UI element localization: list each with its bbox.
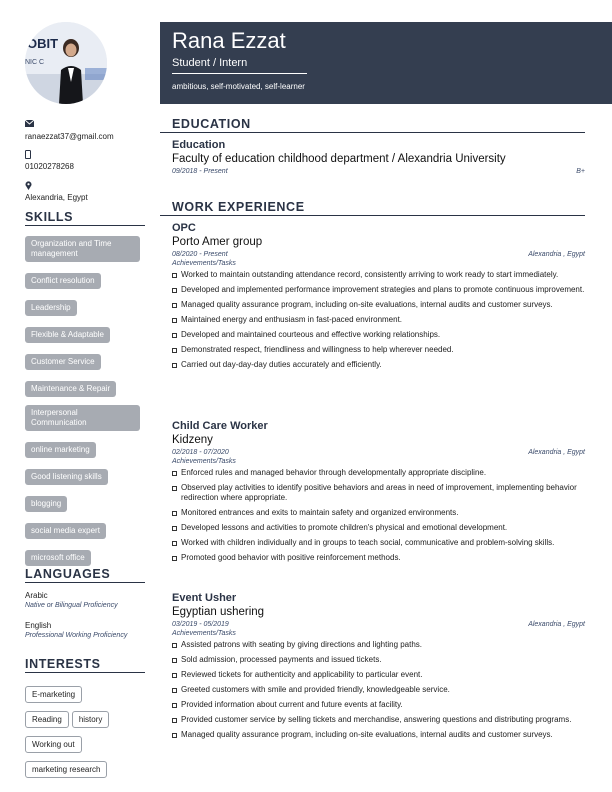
location-text: Alexandria, Egypt [25, 193, 88, 202]
job-company: Porto Amer group [172, 236, 263, 248]
interest-tag: E-marketing [25, 686, 82, 703]
task-item: Worked with children individually and in groups to teach social, communicative and problem-solving skills. [172, 538, 585, 548]
education-dates: 09/2018 - Present [172, 168, 228, 175]
task-item: Developed lessons and activities to promote children's physical and emotional development. [172, 523, 585, 533]
skills-list [25, 236, 145, 574]
job-dates: 03/2019 - 05/2019 [172, 621, 229, 628]
job-entry [172, 592, 585, 745]
task-item: Sold admission, processed payments and issued tickets. [172, 655, 585, 665]
svg-text:NIC C: NIC C [25, 59, 45, 66]
languages-heading: LANGUAGES [25, 567, 145, 583]
language-name: Arabic [25, 591, 48, 600]
job-location: Alexandria , Egypt [528, 251, 585, 258]
tasks-label: Achievements/Tasks [172, 260, 236, 267]
interest-tag: marketing research [25, 761, 107, 778]
language-level: Professional Working Proficiency [25, 632, 128, 639]
job-company: Kidzeny [172, 434, 213, 446]
contact-location [25, 181, 88, 202]
task-item: Provided information about current and future events at facility. [172, 700, 585, 710]
candidate-tagline: ambitious, self-motivated, self-learner [172, 82, 305, 91]
education-entry [172, 139, 585, 175]
skill-chip: blogging [25, 496, 67, 512]
task-item: Developed and implemented performance improvement strategies and plans to promote continuous improvement. [172, 285, 585, 295]
task-item: Carried out day-day-day duties accurately and efficiently. [172, 360, 585, 370]
skill-chip: Conflict resolution [25, 273, 101, 289]
candidate-name: Rana Ezzat [172, 28, 286, 53]
education-title: Education [172, 139, 226, 151]
interest-tag: Reading [25, 711, 69, 728]
envelope-icon [25, 120, 114, 130]
task-item: Managed quality assurance program, including on-site evaluations, internal audits and customer surveys. [172, 300, 585, 310]
header-divider [172, 73, 307, 74]
skill-chip: Organization and Time management [25, 236, 140, 262]
task-item: Greeted customers with smile and provided friendly, knowledgeable service. [172, 685, 585, 695]
task-item: Managed quality assurance program, including on-site evaluations, internal audits and customer surveys. [172, 730, 585, 740]
task-item: Provided customer service by selling tickets and merchandise, answering questions and distributing programs. [172, 715, 585, 725]
job-meta [172, 621, 585, 628]
skill-chip: Maintenance & Repair [25, 381, 116, 397]
skill-chip: Good listening skills [25, 469, 108, 485]
job-location: Alexandria , Egypt [528, 449, 585, 456]
education-grade: B+ [576, 168, 585, 175]
task-item: Developed and maintained courteous and effective working relationships. [172, 330, 585, 340]
tasks-label: Achievements/Tasks [172, 458, 236, 465]
interest-tag: Working out [25, 736, 82, 753]
candidate-role: Student / Intern [172, 57, 248, 69]
phone-text: 01020278268 [25, 162, 74, 171]
interests-list [25, 684, 150, 784]
skill-chip: Leadership [25, 300, 77, 316]
resume-header [160, 22, 612, 104]
job-company: Egyptian ushering [172, 606, 265, 618]
contact-phone[interactable] [25, 150, 74, 171]
language-name: English [25, 621, 52, 630]
skill-chip: microsoft office [25, 550, 91, 566]
job-location: Alexandria , Egypt [528, 621, 585, 628]
skill-chip: online marketing [25, 442, 96, 458]
job-title: OPC [172, 222, 196, 234]
language-level: Native or Bilingual Proficiency [25, 602, 118, 609]
task-item: Observed play activities to identify positive behaviors and areas in need of improvement, implementing behavior redirection where appropriate. [172, 483, 585, 503]
task-item: Monitored entrances and exits to maintain safety and organized environments. [172, 508, 585, 518]
task-item: Assisted patrons with seating by giving directions and lighting paths. [172, 640, 585, 650]
location-pin-icon [25, 181, 88, 191]
job-meta [172, 251, 585, 258]
interest-tag: history [72, 711, 110, 728]
skills-heading: SKILLS [25, 210, 145, 226]
skill-chip: Interpersonal Communication [25, 405, 140, 431]
job-title: Child Care Worker [172, 420, 268, 432]
profile-photo [25, 22, 107, 104]
task-item: Demonstrated respect, friendliness and willingness to help wherever needed. [172, 345, 585, 355]
task-item: Maintained energy and enthusiasm in fast-paced environment. [172, 315, 585, 325]
task-list [172, 468, 585, 563]
task-list [172, 640, 585, 740]
task-list [172, 270, 585, 370]
skill-chip: social media expert [25, 523, 106, 539]
work-heading: WORK EXPERIENCE [160, 200, 585, 216]
task-item: Enforced rules and managed behavior through developmentally appropriate discipline. [172, 468, 585, 478]
task-item: Worked to maintain outstanding attendance record, consistently arriving to work ready to start immediately. [172, 270, 585, 280]
education-school: Faculty of education childhood department / Alexandria University [172, 153, 506, 165]
skill-chip: Flexible & Adaptable [25, 327, 110, 343]
job-dates: 08/2020 - Present [172, 251, 228, 258]
svg-text:OBIT: OBIT [27, 36, 59, 51]
task-item: Promoted good behavior with positive reinforcement methods. [172, 553, 585, 563]
job-entry [172, 222, 585, 375]
education-heading: EDUCATION [160, 117, 585, 133]
education-meta [172, 168, 585, 175]
job-title: Event Usher [172, 592, 237, 604]
job-meta [172, 449, 585, 456]
email-text: ranaezzat37@gmail.com [25, 132, 114, 141]
job-dates: 02/2018 - 07/2020 [172, 449, 229, 456]
interests-heading: INTERESTS [25, 657, 145, 673]
contact-email[interactable] [25, 120, 114, 141]
task-item: Reviewed tickets for authenticity and applicability to particular event. [172, 670, 585, 680]
tasks-label: Achievements/Tasks [172, 630, 236, 637]
language-item [25, 591, 118, 609]
sidebar [0, 0, 160, 792]
skill-chip: Customer Service [25, 354, 101, 370]
phone-icon [25, 150, 74, 160]
job-entry [172, 420, 585, 568]
language-item [25, 621, 127, 639]
